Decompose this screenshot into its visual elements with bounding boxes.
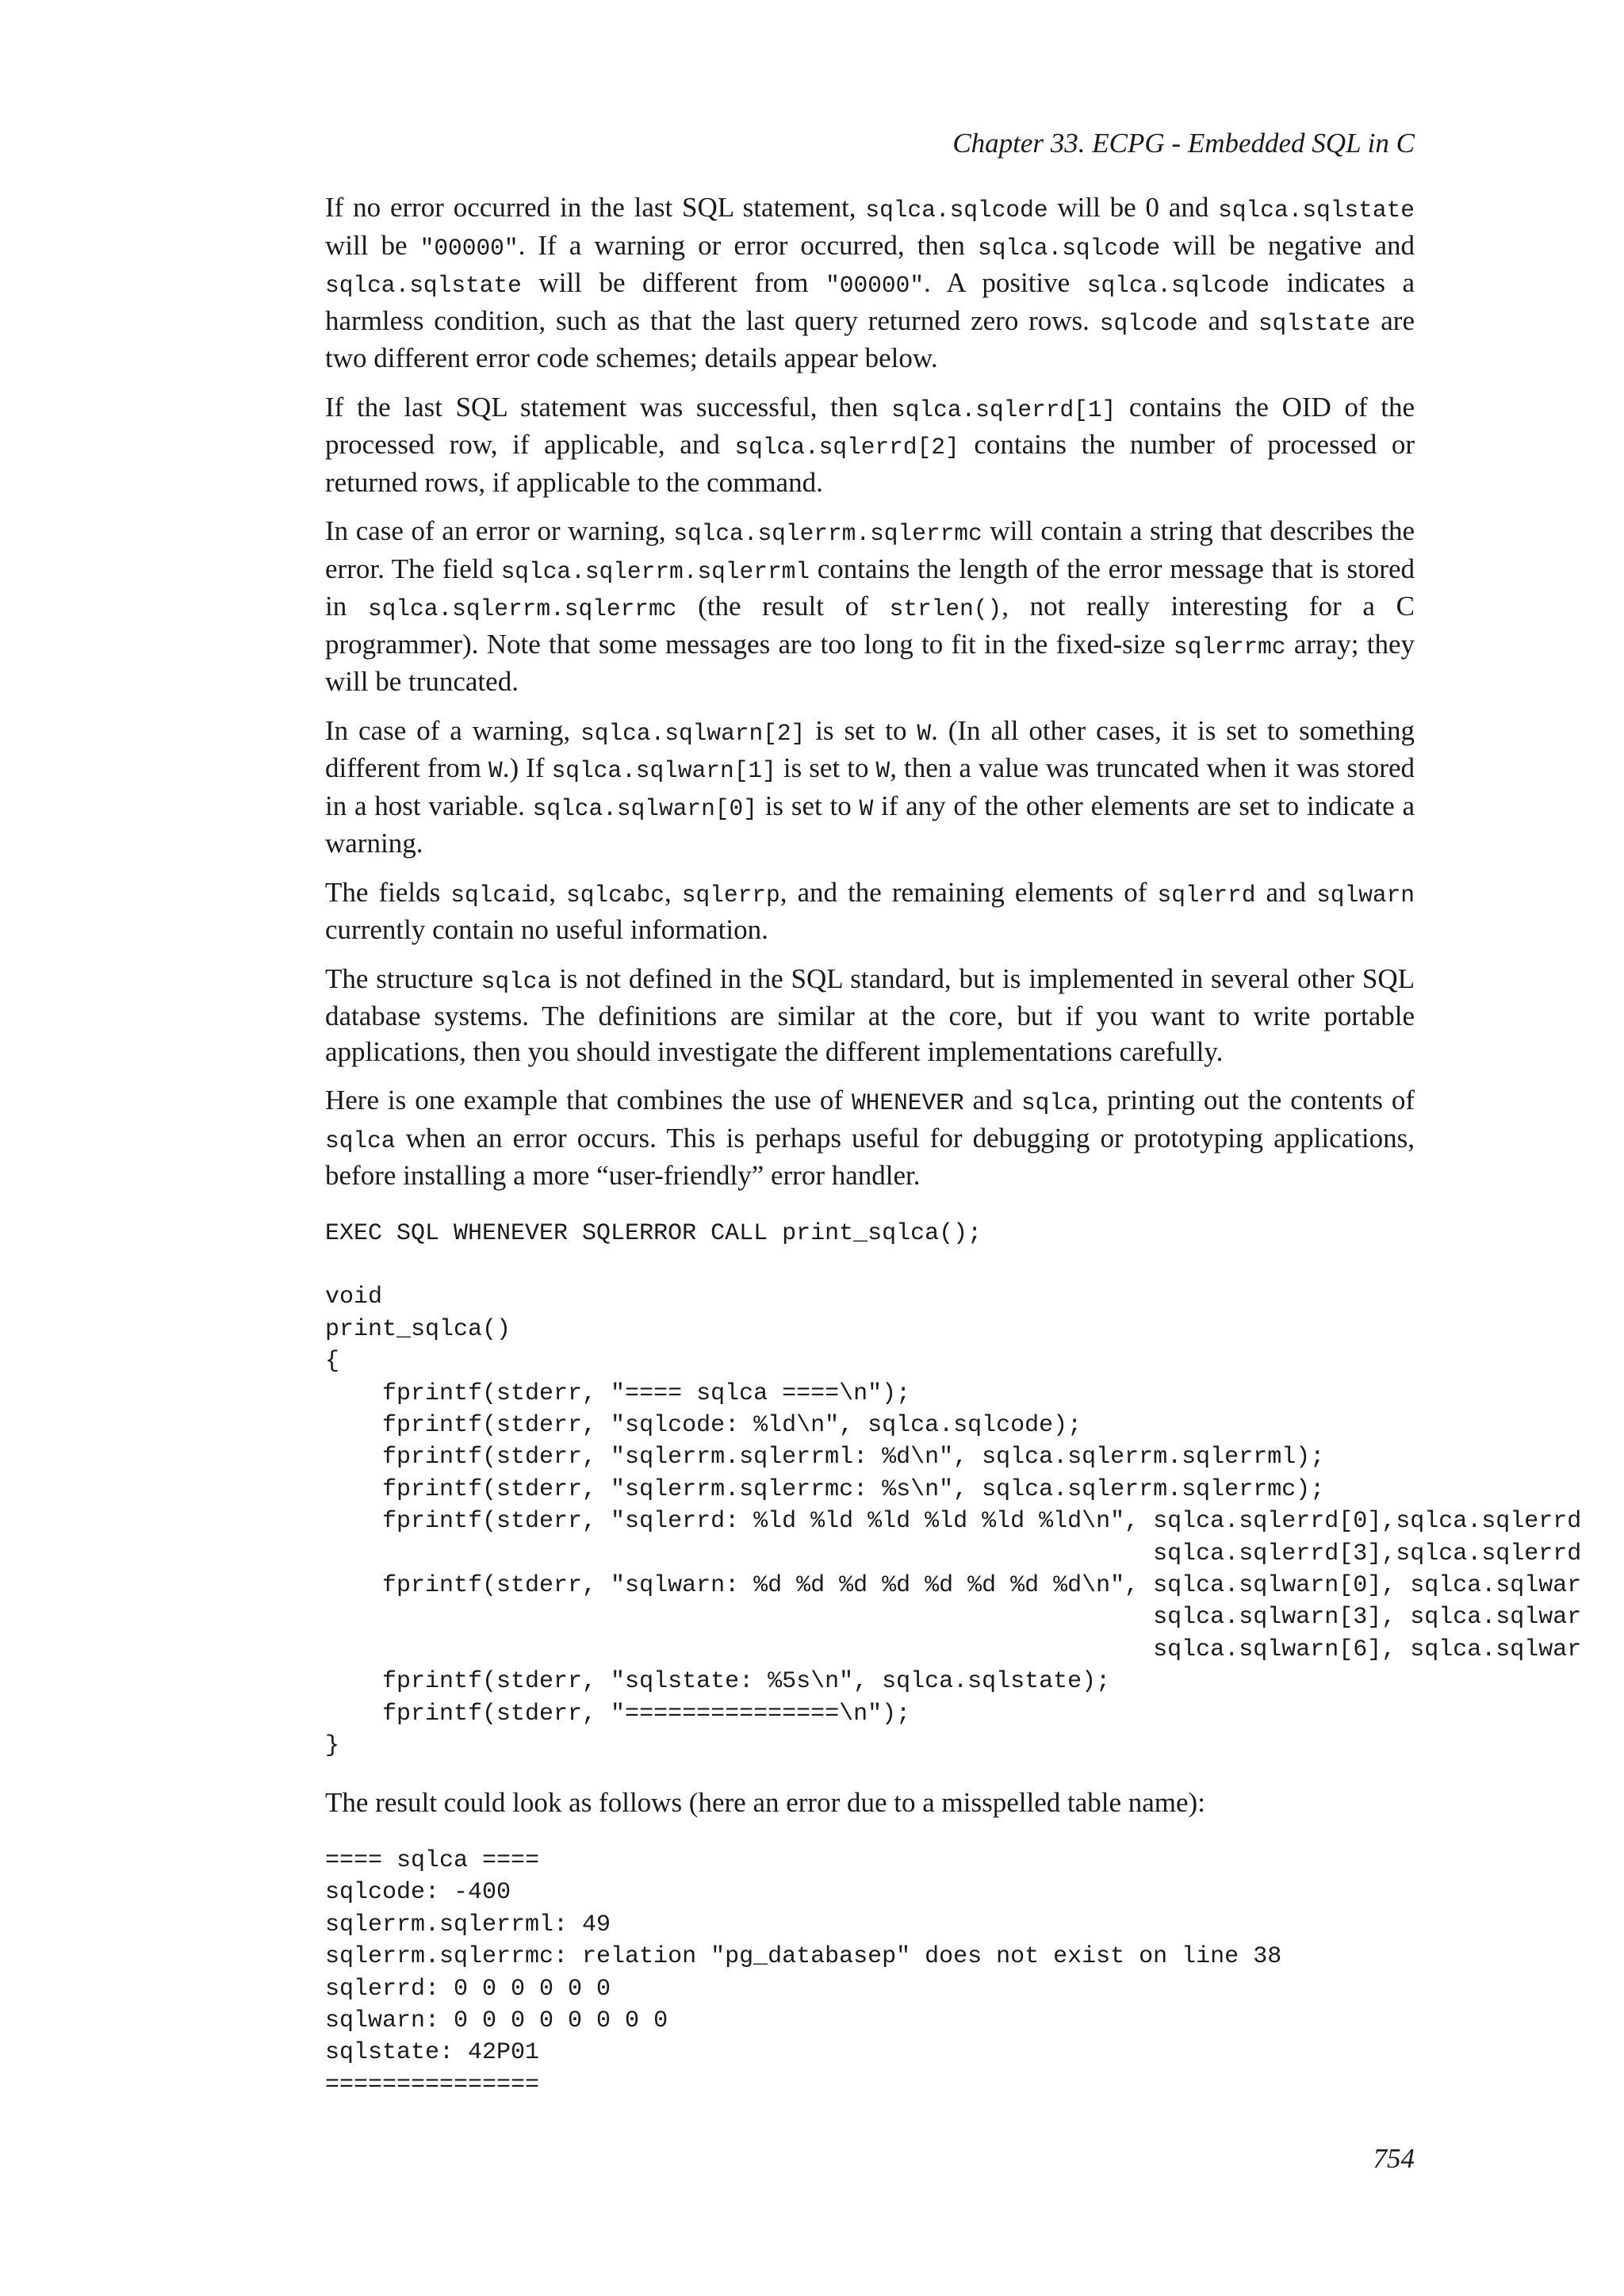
text-run: In case of a warning,	[325, 714, 581, 746]
text-run: contains the number of processed or returned rows, if applicable to the command.	[325, 429, 1415, 498]
text-run: and	[963, 1085, 1021, 1115]
inline-code: sqlca.sqlerrm.sqlerrmc	[673, 520, 982, 547]
code-example-block	[325, 1218, 1624, 1762]
text-run: indicates a harmless condition, such as that the last query returned zero rows.	[325, 267, 1415, 336]
inline-code: sqlca.sqlwarn[1]	[551, 757, 776, 784]
text-run: .) If	[502, 752, 552, 783]
text-run: and	[1255, 876, 1317, 908]
result-output-block	[325, 1845, 1415, 2101]
code-listing: EXEC SQL WHENEVER SQLERROR CALL print_sqlca(); void print_sqlca() { fprintf(stderr, "==== sqlca ====\n"); fprintf(stderr, "sqlcode: %ld\n", sqlca.sqlcode); fprintf(stderr, "sqlerrm.sqlerrml: %d\n", sqlca.sqlerrm.sqlerrml); fprintf(stderr, "sqlerrm.sqlerrmc: %s\n", sqlca.sqlerrm.sqlerrmc); fprintf(stderr, "sqlerrd: %ld %ld %ld %ld %ld %ld\n", sqlca.sqlerrd[0],sqlca.sqlerrd sqlca.sqlerrd[3],sqlca.sqlerrd fprintf(stderr, "sqlwarn: %d %d %d %d %d %d %d %d\n", sqlca.sqlwarn[0], sqlca.sqlwar sqlca.sqlwarn[3], sqlca.sqlwar sqlca.sqlwarn[6], sqlca.sqlwar fprintf(stderr, "sqlstate: %5s\n", sqlca.sqlstate); fprintf(stderr, "===============\n"); }	[325, 1219, 1582, 1759]
text-run: If no error occurred in the last SQL statement,	[325, 192, 866, 223]
text-run: array; they will be truncated.	[325, 628, 1415, 697]
text-run: is set to	[805, 714, 917, 746]
inline-code: sqlca.sqlstate	[325, 272, 522, 299]
text-run: will contain a string that describes the error. The field	[325, 515, 1415, 584]
text-run: . (In all other cases, it is set to something different from	[325, 714, 1415, 783]
inline-code: sqlcode	[1099, 309, 1198, 337]
text-run: will be	[325, 229, 420, 261]
inline-code: sqlerrp	[681, 881, 780, 909]
paragraph-sqlerrm	[325, 514, 1415, 700]
text-run: (the result of	[676, 591, 890, 622]
inline-code: sqlwarn	[1316, 881, 1415, 909]
inline-code: WHENEVER	[851, 1089, 964, 1116]
text-run: is set to	[756, 790, 860, 821]
result-listing: ==== sqlca ==== sqlcode: -400 sqlerrm.sqlerrml: 49 sqlerrm.sqlerrmc: relation "pg_databasep" does not exist on line 38 sqlerrd: 0 0 0 0 0 0 sqlwarn: 0 0 0 0 0 0 0 0 sqlstate: 42P01 ===============	[325, 1846, 1282, 2099]
paragraph-unused-fields	[325, 875, 1415, 948]
inline-code: W	[859, 794, 874, 822]
text-run: if any of the other elements are set to indicate a warning.	[325, 790, 1415, 859]
text-run: ,	[664, 876, 682, 908]
inline-code: sqlerrmc	[1173, 633, 1286, 660]
paragraph-example-intro	[325, 1083, 1415, 1194]
paragraph-sqlwarn	[325, 714, 1415, 862]
inline-code: W	[875, 757, 891, 784]
paragraph-sqlcode-status	[325, 190, 1415, 377]
text-run: contains the OID of the processed row, if applicable, and	[325, 391, 1415, 460]
chapter-header: Chapter 33. ECPG - Embedded SQL in C	[952, 128, 1415, 159]
text-run: will be 0 and	[1048, 192, 1219, 223]
paragraph-sqlca-standard	[325, 962, 1415, 1070]
text-run: are two different error code schemes; details appear below.	[325, 304, 1415, 373]
inline-code: strlen()	[889, 595, 1002, 622]
paragraph-result-intro	[325, 1785, 1415, 1821]
text-run: Here is one example that combines the use of	[325, 1085, 852, 1115]
text-run: will be different from	[521, 267, 826, 298]
inline-code: sqlca.sqlcode	[865, 197, 1048, 224]
page-number: 754	[1373, 2143, 1415, 2174]
text-run: , and the remaining elements of	[779, 876, 1158, 908]
text-run: and	[1197, 304, 1258, 336]
inline-code: sqlca.sqlerrd[1]	[891, 396, 1116, 423]
text-run: is set to	[776, 752, 876, 783]
inline-code: sqlca.sqlerrm.sqlerrml	[500, 557, 810, 585]
text-run: The fields	[325, 876, 451, 908]
inline-code: sqlcaid	[450, 881, 550, 909]
inline-code: "00000"	[825, 272, 925, 299]
page-body	[325, 190, 1582, 2101]
inline-code: W	[488, 757, 503, 784]
text-run: when an error occurs. This is perhaps useful for debugging or prototyping applications, before installing a more “user-friendly” error handler.	[325, 1122, 1415, 1191]
inline-code: sqlca.sqlerrd[2]	[734, 434, 959, 461]
paragraph-sqlerrd	[325, 390, 1415, 501]
text-run: In case of an error or warning,	[325, 515, 674, 546]
inline-code: sqlstate	[1258, 309, 1371, 337]
text-run: , printing out the contents of	[1091, 1085, 1415, 1115]
inline-code: sqlca.sqlstate	[1218, 197, 1415, 224]
text-run: The structure	[325, 962, 481, 994]
text-run: If the last SQL statement was successful, then	[325, 391, 892, 423]
inline-code: sqlcabc	[566, 881, 665, 909]
inline-code: sqlca.sqlcode	[1086, 272, 1270, 299]
inline-code: sqlca.sqlerrm.sqlerrmc	[367, 595, 677, 622]
text-run: , not really interesting for a C programmer). Note that some messages are too long to fit in the fixed-size	[325, 591, 1415, 660]
inline-code: sqlerrd	[1157, 881, 1256, 909]
text-run: is not defined in the SQL standard, but is implemented in several other SQL database systems. The definitions are similar at the core, but if you want to write portable applications, then you should investigate the different implementations carefully.	[325, 962, 1415, 1067]
text-run: currently contain no useful information.	[325, 914, 768, 945]
text-run: . If a warning or error occurred, then	[518, 229, 978, 261]
inline-code: W	[917, 719, 932, 747]
inline-code: sqlca	[325, 1127, 396, 1154]
text-run: contains the length of the error message that is stored in	[325, 553, 1415, 622]
text-run: will be negative and	[1160, 229, 1415, 261]
text-run: The result could look as follows (here an error due to a misspelled table name):	[325, 1787, 1205, 1819]
text-run: ,	[549, 876, 567, 908]
inline-code: sqlca.sqlwarn[2]	[580, 719, 806, 747]
text-run: . A positive	[924, 267, 1087, 298]
inline-code: sqlca	[1021, 1089, 1092, 1116]
inline-code: "00000"	[419, 234, 519, 262]
inline-code: sqlca.sqlcode	[978, 234, 1161, 262]
text-run: , then a value was truncated when it was stored in a host variable.	[325, 752, 1415, 821]
inline-code: sqlca	[481, 967, 552, 995]
inline-code: sqlca.sqlwarn[0]	[532, 794, 757, 822]
